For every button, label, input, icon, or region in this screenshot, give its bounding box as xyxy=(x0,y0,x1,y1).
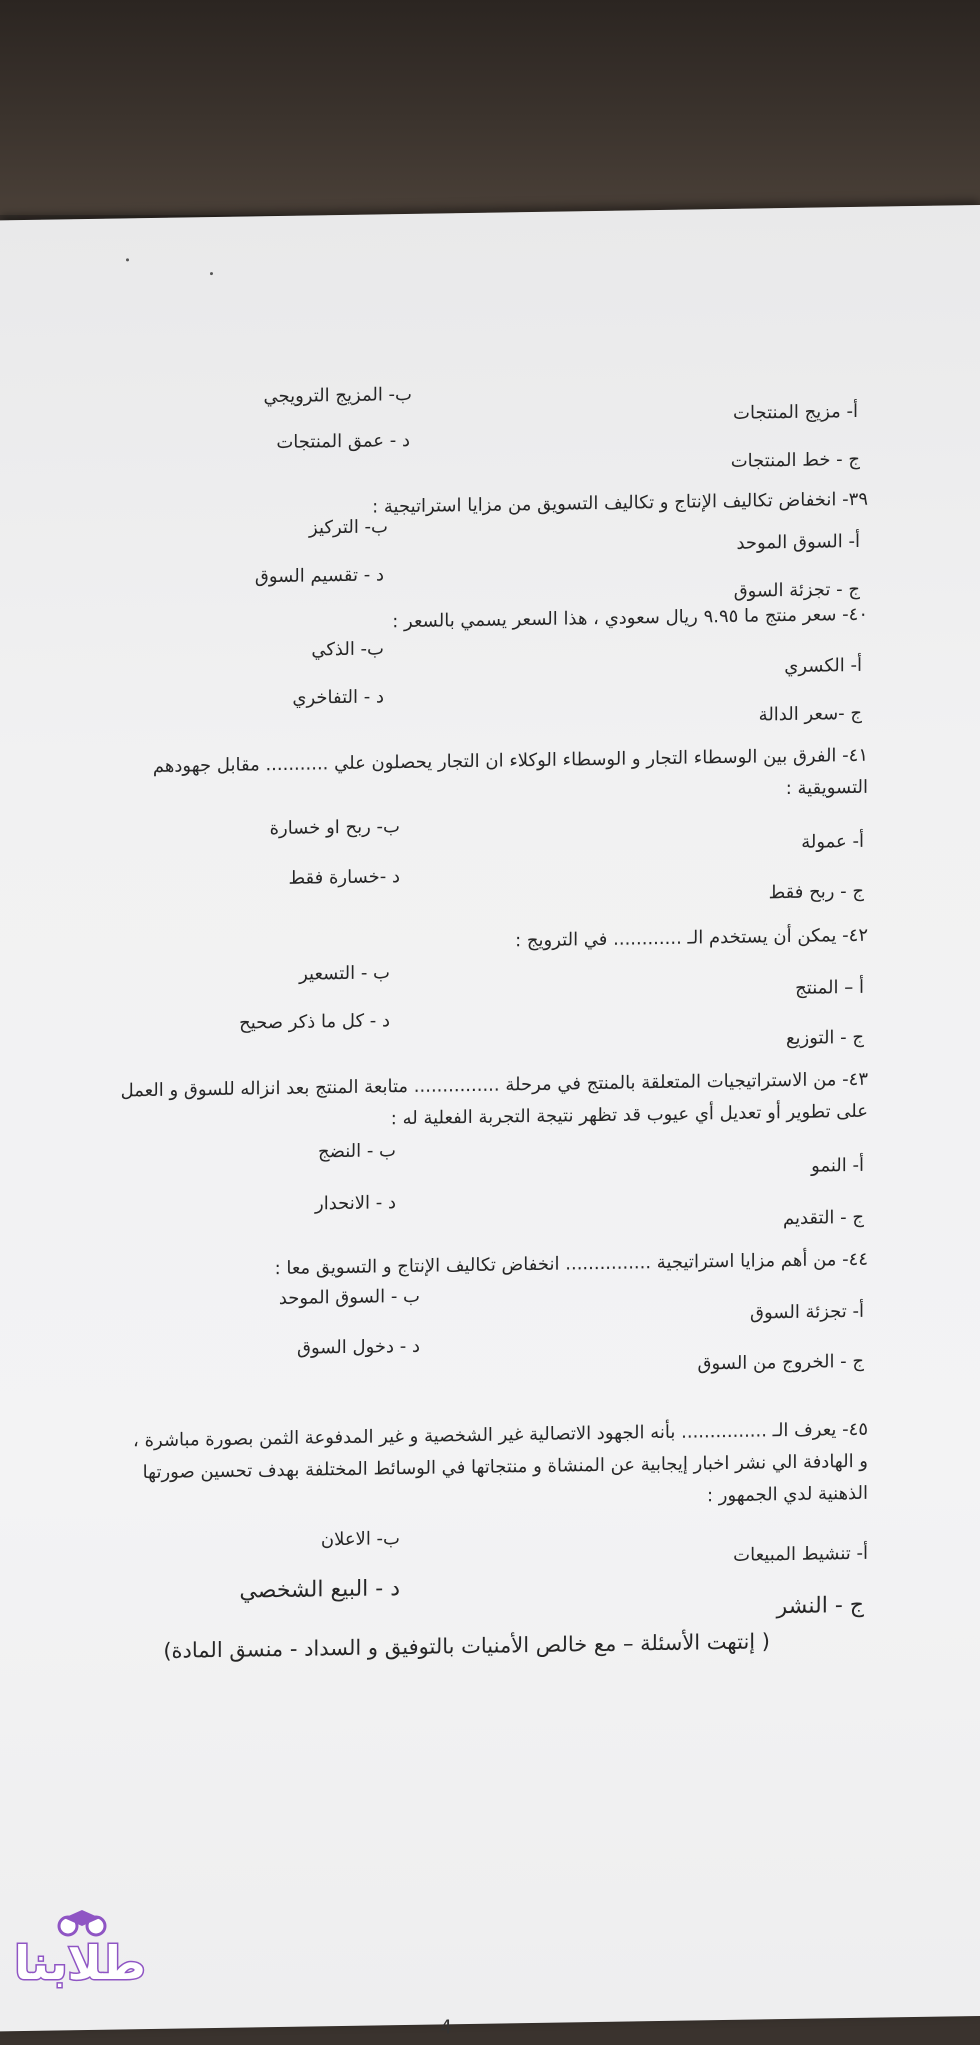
q41-question-line-1: ٤١- الفرق بين الوسطاء التجار و الوسطاء الوكلاء ان التجار يحصلون علي ........... مقابل جهودهم xyxy=(152,744,868,777)
q45-option-b: ب- الاعلان xyxy=(320,1528,400,1551)
q43-question-line-2: على تطوير أو تعديل أي عيوب قد تظهر نتيجة التجربة الفعلية له : xyxy=(390,1100,868,1130)
q39-option-a: أ- السوق الموحد xyxy=(736,530,860,554)
q38-option-c: ج - خط المنتجات xyxy=(730,448,860,472)
q40-question: ٤٠- سعر منتج ما ٩.٩٥ ريال سعودي ، هذا السعر يسمي بالسعر : xyxy=(392,603,868,633)
q45-question-line-2: و الهادفة الي نشر اخبار إيجابية عن المنشاة و منتجاتها في الوسائط المختلفة بهدف تحسين صورتها xyxy=(142,1450,868,1484)
q45-option-d: د - البيع الشخصي xyxy=(239,1576,400,1604)
q45-option-c: ج - النشر xyxy=(776,1592,864,1620)
q38-option-a: أ- مزيج المنتجات xyxy=(733,400,858,424)
q42-question: ٤٢- يمكن أن يستخدم الـ ............ في الترويج : xyxy=(515,924,868,952)
q40-option-c: ج -سعر الدالة xyxy=(758,702,862,726)
watermark-text: طلابنا xyxy=(14,1936,146,1990)
q42-option-b: ب - التسعير xyxy=(299,962,390,985)
q44-question: ٤٤- من أهم مزايا استراتيجية ............... انخفاض تكاليف الإنتاج و التسويق معا : xyxy=(274,1248,868,1280)
q39-question: ٣٩- انخفاض تكاليف الإنتاج و تكاليف التسويق من مزايا استراتيجية : xyxy=(372,488,868,518)
q43-option-a: أ- النمو xyxy=(811,1154,864,1177)
q45-option-a: أ- تنشيط المبيعات xyxy=(733,1542,868,1566)
paper-speck xyxy=(210,272,213,275)
site-logo xyxy=(14,1908,146,2004)
table-background xyxy=(0,0,980,215)
paper-speck xyxy=(126,258,129,261)
q42-option-d: د - كل ما ذكر صحيح xyxy=(239,1010,390,1034)
q38-option-d: د - عمق المنتجات xyxy=(276,429,410,454)
q44-option-a: أ- تجزئة السوق xyxy=(750,1300,864,1324)
q39-option-b: ب- التركيز xyxy=(309,516,388,539)
q40-option-b: ب- الذكي xyxy=(311,638,384,661)
q39-option-c: ج - تجزئة السوق xyxy=(733,578,860,602)
q41-option-b: ب- ربح او خسارة xyxy=(269,816,400,840)
q43-option-b: ب - النضج xyxy=(317,1140,396,1163)
q43-option-d: د - الانحدار xyxy=(315,1192,396,1215)
q38-option-b: ب- المزيج الترويجي xyxy=(263,383,412,408)
q45-question-line-3: الذهنية لدي الجمهور : xyxy=(707,1482,868,1507)
closing-note: ( إنتهت الأسئلة – مع خالص الأمنيات بالتوفيق و السداد - منسق المادة) xyxy=(163,1629,770,1663)
q41-option-a: أ- عمولة xyxy=(801,830,864,853)
q41-question-line-2: التسويقية : xyxy=(785,776,868,800)
exam-page xyxy=(0,205,980,2039)
q45-question-line-1: ٤٥- يعرف الـ ............... بأنه الجهود الاتصالية غير الشخصية و غير المدفوعة الثمن بصورة مباشرة ، xyxy=(133,1418,868,1452)
q43-option-c: ج - التقديم xyxy=(782,1206,864,1230)
page-number: 4 xyxy=(440,2016,453,2039)
q44-option-c: ج - الخروج من السوق xyxy=(697,1350,864,1375)
q40-option-a: أ- الكسري xyxy=(784,654,862,678)
q42-option-c: ج - التوزيع xyxy=(785,1026,864,1050)
graduation-cap-icon xyxy=(54,1908,110,1938)
q44-option-d: د - دخول السوق xyxy=(296,1335,420,1359)
q44-option-b: ب - السوق الموحد xyxy=(278,1285,420,1310)
q39-option-d: د - تقسيم السوق xyxy=(254,564,384,588)
q41-option-d: د -خسارة فقط xyxy=(288,866,400,889)
q41-option-c: ج - ربح فقط xyxy=(768,880,864,904)
q42-option-a: أ – المنتج xyxy=(795,976,864,999)
q43-question-line-1: ٤٣- من الاستراتيجيات المتعلقة بالمنتج في مرحلة ............... متابعة المنتج بعد انزاله للسوق و العمل xyxy=(120,1068,868,1102)
q40-option-d: د - التفاخري xyxy=(292,686,384,709)
